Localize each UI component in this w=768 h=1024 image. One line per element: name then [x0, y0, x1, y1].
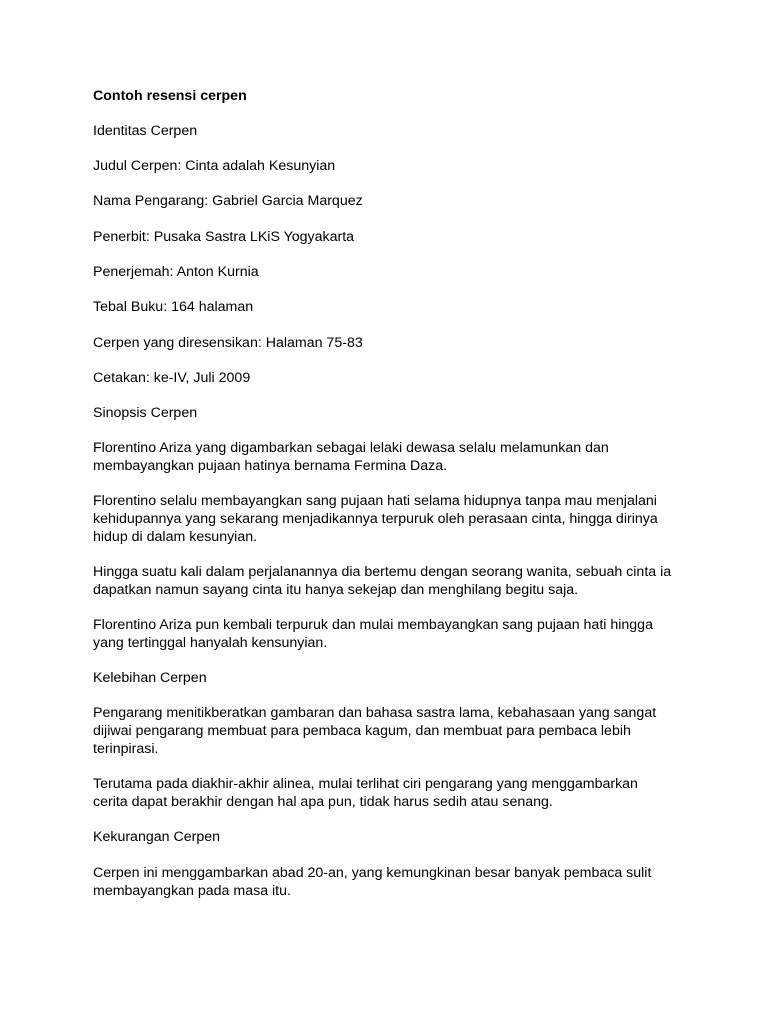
strengths-heading: Kelebihan Cerpen [93, 670, 207, 686]
weaknesses-line: Cerpen ini menggambarkan abad 20-an, yang kemungkinan besar banyak pembaca sulit [93, 865, 652, 881]
weaknesses-line: membayangkan pada masa itu. [93, 883, 291, 899]
identity-cetakan: Cetakan: ke-IV, Juli 2009 [93, 370, 251, 386]
synopsis-line: dapatkan namun sayang cinta itu hanya sekejap dan menghilang begitu saja. [93, 582, 579, 598]
weaknesses-heading: Kekurangan Cerpen [93, 829, 220, 845]
synopsis-line: Florentino selalu membayangkan sang pujaan hati selama hidupnya tanpa mau menjalani [93, 493, 657, 509]
synopsis-paragraph-4 [93, 616, 713, 652]
synopsis-paragraph-2 [93, 492, 713, 546]
identity-pengarang: Nama Pengarang: Gabriel Garcia Marquez [93, 193, 363, 209]
synopsis-line: Florentino Ariza pun kembali terpuruk dan mulai membayangkan sang pujaan hati hingga [93, 617, 653, 633]
identity-heading: Identitas Cerpen [93, 123, 198, 139]
identity-judul: Judul Cerpen: Cinta adalah Kesunyian [93, 158, 336, 174]
synopsis-line: Hingga suatu kali dalam perjalanannya dia bertemu dengan seorang wanita, sebuah cinta ia [93, 564, 672, 580]
synopsis-line: yang tertinggal hanyalah kensunyian. [93, 635, 328, 651]
synopsis-line: membayangkan pujaan hatinya bernama Fermina Daza. [93, 458, 448, 474]
weaknesses-paragraph-1 [93, 864, 713, 900]
synopsis-paragraph-1 [93, 439, 713, 475]
strengths-line: Terutama pada diakhir-akhir alinea, mulai terlihat ciri pengarang yang menggambarkan [93, 776, 638, 792]
identity-penerbit: Penerbit: Pusaka Sastra LKiS Yogyakarta [93, 229, 355, 245]
strengths-paragraph-2 [93, 775, 713, 811]
synopsis-line: kehidupannya yang sekarang menjadikannya terpuruk oleh perasaan cinta, hingga dirinya [93, 511, 658, 527]
identity-halaman: Cerpen yang diresensikan: Halaman 75-83 [93, 335, 363, 351]
strengths-paragraph-1 [93, 704, 713, 758]
synopsis-heading: Sinopsis Cerpen [93, 405, 198, 421]
synopsis-line: Florentino Ariza yang digambarkan sebagai lelaki dewasa selalu melamunkan dan [93, 440, 609, 456]
document-title: Contoh resensi cerpen [93, 88, 247, 104]
strengths-line: dijiwai pengarang membuat para pembaca kagum, dan membuat para pembaca lebih [93, 723, 631, 739]
identity-tebal: Tebal Buku: 164 halaman [93, 299, 254, 315]
synopsis-line: hidup di dalam kesunyian. [93, 529, 258, 545]
synopsis-paragraph-3 [93, 563, 713, 599]
strengths-line: cerita dapat berakhir dengan hal apa pun, tidak harus sedih atau senang. [93, 794, 553, 810]
strengths-line: terinpirasi. [93, 741, 159, 757]
strengths-line: Pengarang menitikberatkan gambaran dan bahasa sastra lama, kebahasaan yang sangat [93, 705, 657, 721]
identity-penerjemah: Penerjemah: Anton Kurnia [93, 264, 259, 280]
